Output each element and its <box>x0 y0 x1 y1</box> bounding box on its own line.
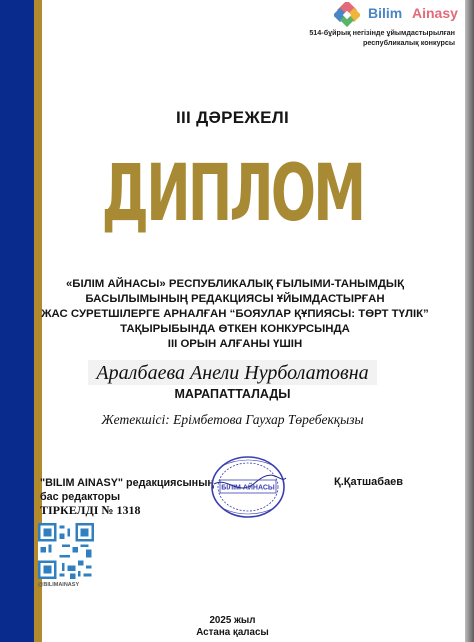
awarded-label: МАРАПАТТАЛАДЫ <box>174 387 291 401</box>
logo-word-ainasy: Ainasy <box>412 5 458 21</box>
editor-title-line-2: бас редакторы <box>40 491 121 503</box>
order-note <box>265 28 455 48</box>
registration-number: ТІРКЕЛДІ № 1318 <box>40 503 141 517</box>
qr-code-icon <box>38 523 94 579</box>
degree-heading: III ДӘРЕЖЕЛІ <box>176 108 289 127</box>
award-description-line-1: «БІЛІМ АЙНАСЫ» РЕСПУБЛИКАЛЫҚ ҒЫЛЫМИ-ТАНЫМДЫҚ <box>65 278 405 290</box>
bilim-ainasy-logo <box>334 2 464 30</box>
footer-city: Астана қаласы <box>196 627 269 638</box>
logo-word-bilim: Bilim <box>368 5 403 21</box>
bilim-ainasy-logo-icon <box>334 2 360 28</box>
award-description-line-3: ЖАС СУРЕТШІЛЕРГЕ АРНАЛҒАН “БОЯУЛАР ҚҰПИЯСЫ: ТӨРТ ТҮЛІК” <box>41 308 429 320</box>
order-note-line-1: 514-бұйрық негізінде ұйымдастырылған <box>309 28 455 37</box>
award-description-line-5: III ОРЫН АЛҒАНЫ ҮШІН <box>167 338 303 350</box>
left-blue-band <box>0 0 34 642</box>
qr-handle: @BILIMAINASY <box>38 582 80 588</box>
official-stamp <box>208 454 288 520</box>
editor-title-line-1: "BILIM AINASY" редакциясының <box>40 477 214 489</box>
recipient-block <box>0 360 465 385</box>
award-description-line-2: БАСЫЛЫМЫНЫҢ РЕДАКЦИЯСЫ ҰЙЫМДАСТЫРҒАН <box>85 293 385 305</box>
recipient-name: Аралбаева Анели Нурболатовна <box>88 360 376 385</box>
award-description <box>40 277 430 352</box>
diploma-title: ДИПЛОМ <box>101 149 364 239</box>
supervisor-line: Жетекшісі: Ерімбетова Гаухар Төребекқызы <box>101 412 364 427</box>
editor-name: Қ.Қатшабаев <box>334 476 404 488</box>
footer-date-place <box>0 615 465 639</box>
editor-title <box>40 476 220 504</box>
stamp-text: БІЛІМ АЙНАСЫ <box>221 484 275 492</box>
footer-year: 2025 жыл <box>209 615 256 626</box>
page-edge-shadow <box>465 0 474 642</box>
award-description-line-4: ТАҚЫРЫБЫНДА ӨТКЕН КОНКУРСЫНДА <box>120 323 350 335</box>
order-note-line-2: республикалық конкурсы <box>362 38 455 47</box>
